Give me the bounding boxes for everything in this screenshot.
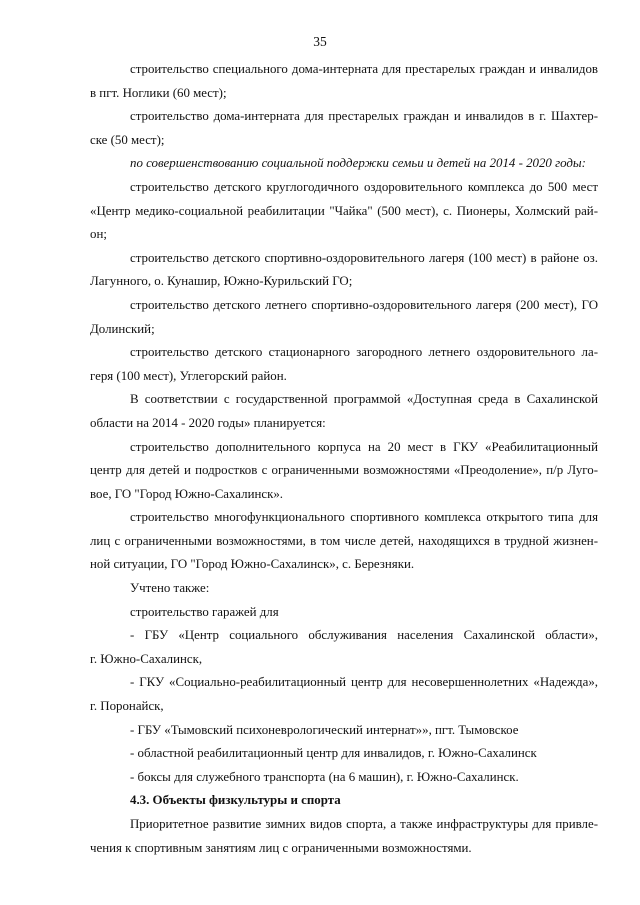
paragraph	[90, 577, 598, 601]
text-line: в пгт. Ноглики (60 мест);	[90, 85, 227, 100]
text-line: 4.3. Объекты физкультуры и спорта	[130, 793, 341, 808]
text-line: геря (100 мест), Углегорский район.	[90, 368, 287, 383]
text-line: В соответствии с государственной программой «Доступная среда в Сахалинской	[130, 392, 598, 407]
document-body	[90, 58, 598, 860]
text-line: - боксы для служебного транспорта (на 6 машин), г. Южно-Сахалинск.	[130, 769, 519, 784]
paragraph	[90, 719, 598, 743]
text-line: строительство многофункционального спортивного комплекса открытого типа для	[130, 510, 598, 525]
text-line: Приоритетное развитие зимних видов спорта, а также инфраструктуры для привле-	[130, 817, 598, 831]
paragraph	[90, 436, 598, 507]
paragraph	[90, 105, 598, 152]
text-line: чения к спортивным занятиям лиц с ограниченными возможностями.	[90, 840, 472, 855]
paragraph	[90, 766, 598, 790]
text-line: строительство гаражей для	[130, 604, 279, 619]
paragraph	[90, 624, 598, 671]
text-line: ске (50 мест);	[90, 132, 165, 147]
text-line: области на 2014 - 2020 годы» планируется:	[90, 415, 326, 430]
text-line: г. Поронайск,	[90, 699, 164, 714]
text-line: строительство дома-интерната для престарелых граждан и инвалидов в г. Шахтер-	[130, 109, 598, 124]
section-heading	[90, 789, 598, 813]
paragraph	[90, 294, 598, 341]
paragraph	[90, 247, 598, 294]
paragraph	[90, 813, 598, 860]
paragraph	[90, 152, 598, 176]
paragraph	[90, 176, 598, 247]
text-line: он;	[90, 227, 107, 242]
paragraph	[90, 742, 598, 766]
text-line: по совершенствованию социальной поддержки семьи и детей на 2014 - 2020 годы:	[130, 156, 586, 171]
text-line: ной ситуации, ГО "Город Южно-Сахалинск», с. Березняки.	[90, 557, 415, 572]
text-line: Лагунного, о. Кунашир, Южно-Курильский ГО;	[90, 274, 353, 289]
text-line: Учтено также:	[130, 581, 210, 596]
text-line: г. Южно-Сахалинск,	[90, 651, 203, 666]
text-line: строительство дополнительного корпуса на 20 мест в ГКУ «Реабилитационный	[130, 439, 598, 454]
text-line: - областной реабилитационный центр для инвалидов, г. Южно-Сахалинск	[130, 746, 537, 761]
page-number: 35	[313, 34, 327, 49]
text-line: лиц с ограниченными возможностями, в том числе детей, находящихся в трудной жизнен-	[90, 533, 598, 548]
text-line: строительство специального дома-интерната для престарелых граждан и инвалидов	[130, 62, 598, 76]
paragraph	[90, 341, 598, 388]
text-line: строительство детского спортивно-оздоровительного лагеря (100 мест) в районе оз.	[130, 250, 598, 265]
text-line: центр для детей и подростков с ограниченными возможностями «Преодоление», п/р Луго-	[90, 463, 598, 478]
text-line: строительство детского круглогодичного оздоровительного комплекса до 500 мест	[130, 179, 598, 194]
text-line: - ГБУ «Тымовский психоневрологический интернат»», пгт. Тымовское	[130, 722, 519, 737]
text-line: Долинский;	[90, 321, 155, 336]
text-line: - ГКУ «Социально-реабилитационный центр для несовершеннолетних «Надежда»,	[130, 675, 598, 690]
text-line: строительство детского летнего спортивно-оздоровительного лагеря (200 мест), ГО	[130, 297, 598, 312]
text-line: вое, ГО "Город Южно-Сахалинск».	[90, 486, 284, 501]
text-line: строительство детского стационарного загородного летнего оздоровительного ла-	[130, 345, 598, 360]
paragraph	[90, 58, 598, 105]
paragraph	[90, 601, 598, 625]
paragraph	[90, 388, 598, 435]
text-line: «Центр медико-социальной реабилитации "Чайка" (500 мест), с. Пионеры, Холмский рай-	[90, 203, 598, 218]
paragraph	[90, 671, 598, 718]
text-line: - ГБУ «Центр социального обслуживания населения Сахалинской области»,	[130, 628, 598, 643]
paragraph	[90, 506, 598, 577]
